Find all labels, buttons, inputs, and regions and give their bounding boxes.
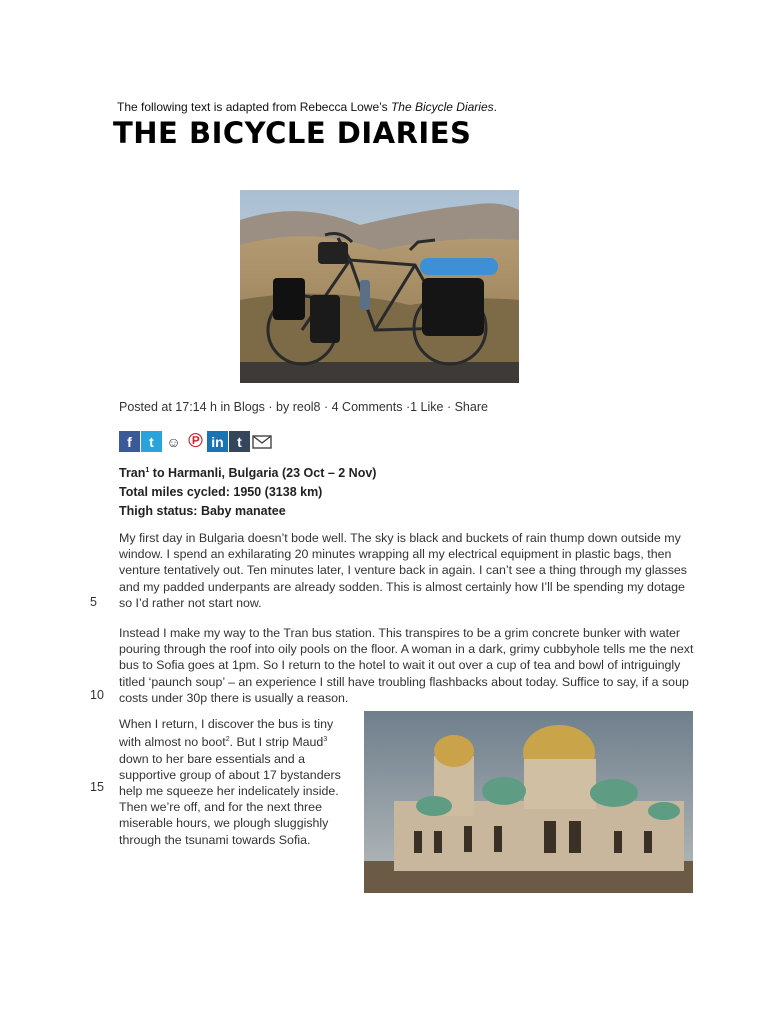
social-share-bar bbox=[119, 431, 272, 452]
post-meta: Posted at 17:14 h in Blogs · by reol8 · 4 Comments ·1 Like · Share bbox=[119, 400, 488, 414]
facebook-icon[interactable]: f bbox=[119, 431, 140, 452]
paragraph-2: Instead I make my way to the Tran bus station. This transpires to be a grim concrete bunker with water pouring through the roof into oily pools on the floor. A woman in a dark, grimy cubbyhole tells me the next bus to Sofia goes at 1pm. So I return to the hotel to wait it out over a cup of tea and bowl of intriguingly titled ‘paunch soup’ – an experience I still have troubling flashbacks about today. Suffice to say, if a soup costs under 30p there is usually a reason. bbox=[119, 626, 694, 705]
bicycle-photo bbox=[240, 190, 519, 383]
linkedin-icon[interactable]: in bbox=[207, 431, 228, 452]
line-number: 10 bbox=[90, 688, 104, 702]
intro-prefix: The following text is adapted from Rebecca Lowe’s bbox=[117, 100, 391, 114]
miles-line: Total miles cycled: 1950 (3138 km) bbox=[119, 485, 323, 500]
route-rest: to Harmanli, Bulgaria (23 Oct – 2 Nov) bbox=[149, 466, 377, 481]
line-number: 15 bbox=[90, 780, 104, 794]
paragraph-3-part-b: . But I strip Maud bbox=[229, 735, 324, 750]
footnote-marker: 2 bbox=[225, 736, 230, 744]
line-number: 5 bbox=[90, 595, 97, 609]
intro-line bbox=[117, 100, 497, 114]
paragraph-1: My first day in Bulgaria doesn’t bode well. The sky is black and buckets of rain thump down outside my window. I spend an exhilarating 20 minutes wrapping all my electrical equipment in plastic bags, then venture tentatively out. Ten minutes later, I venture back in again. I can’t see a thing through my glasses and my padded underpants are already sodden. This is almost certainly how I’ll be spending my dotage so I’d rather not start now. bbox=[119, 531, 688, 610]
paragraph-3-part-a: When I return, I discover the bus is tiny with almost no boot bbox=[119, 717, 334, 750]
intro-book-title: The Bicycle Diaries bbox=[390, 100, 494, 114]
route-line bbox=[119, 461, 376, 483]
paragraph-3-part-c: down to her bare essentials and a supportive group of about 17 bystanders help me squeeze her indelicately inside. Then we’re off, and for the next three miserable hours, we plough sluggishly through the tsunami towards Sofia. bbox=[119, 751, 341, 847]
pinterest-icon[interactable]: ℗ bbox=[185, 431, 206, 452]
footnote-marker: 1 bbox=[145, 467, 150, 474]
route-start: Tran bbox=[119, 466, 146, 481]
thigh-status-line: Thigh status: Baby manatee bbox=[119, 504, 286, 519]
intro-suffix: . bbox=[493, 100, 497, 114]
post-header bbox=[119, 461, 376, 521]
twitter-icon[interactable]: t bbox=[141, 431, 162, 452]
reddit-icon[interactable]: ☺ bbox=[163, 431, 184, 452]
cathedral-photo bbox=[364, 711, 693, 893]
tumblr-icon[interactable]: t bbox=[229, 431, 250, 452]
page-title: THE BICYCLE DIARIES bbox=[113, 116, 472, 150]
footnote-marker: 3 bbox=[323, 736, 328, 744]
paragraph-3 bbox=[119, 716, 357, 848]
email-icon[interactable] bbox=[251, 431, 272, 452]
